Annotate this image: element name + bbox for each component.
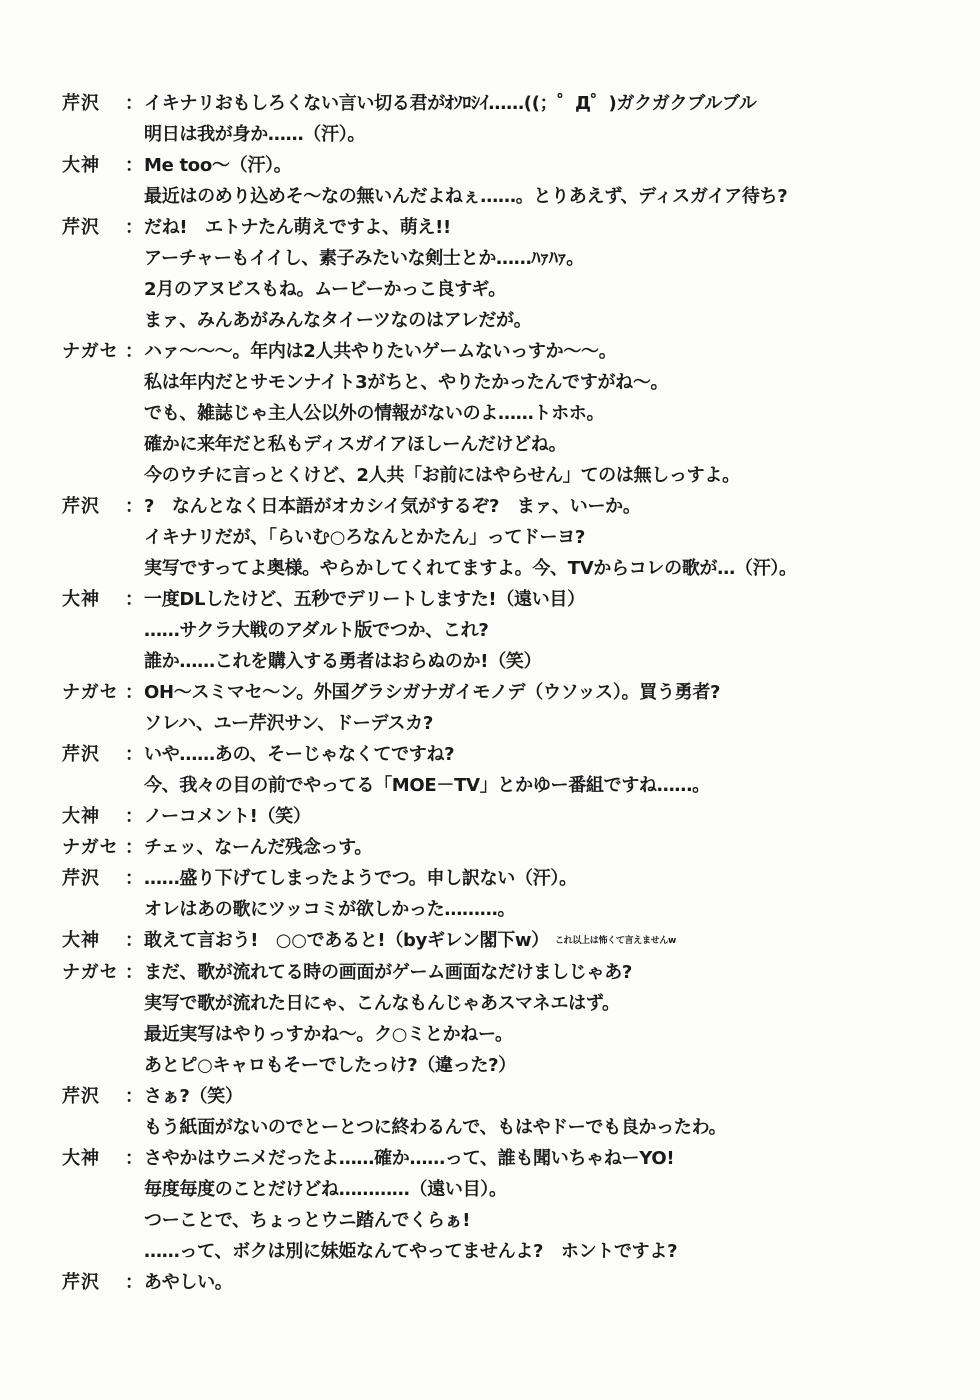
dialogue-lines [144, 1143, 942, 1267]
speaker-separator: ： [125, 217, 143, 238]
speaker-name: 大神 [62, 930, 100, 951]
speaker-name: 大神 [62, 589, 100, 610]
dialogue-line-text: ? なんとなく日本語がオカシイ気がするぞ? まァ、いーか。 [144, 496, 641, 517]
dialogue-turn [62, 739, 942, 801]
dialogue-lines [144, 150, 942, 212]
dialogue-line [144, 1267, 942, 1298]
speaker-separator: ： [125, 806, 143, 827]
dialogue-lines [144, 88, 942, 150]
dialogue-line [144, 957, 942, 988]
dialogue-line [144, 801, 942, 832]
dialogue-line [144, 522, 942, 553]
dialogue-line [144, 553, 942, 584]
dialogue-line-text: 敢えて言おう! ○○であると!（byギレン閣下w） [144, 930, 549, 951]
dialogue-line [144, 491, 942, 522]
dialogue-turn [62, 925, 942, 957]
dialogue-turn [62, 1081, 942, 1143]
dialogue-turn [62, 584, 942, 677]
dialogue-turn [62, 1143, 942, 1267]
dialogue-lines [144, 1081, 942, 1143]
dialogue-line-text: 確かに来年だと私もディスガイアほしーんだけどね。 [144, 434, 567, 455]
dialogue-line [144, 925, 942, 957]
dialogue-line [144, 1205, 942, 1236]
dialogue-line [144, 863, 942, 894]
dialogue-lines [144, 336, 942, 491]
dialogue-turn [62, 832, 942, 863]
dialogue-line-text: ノーコメント!（笑） [144, 806, 311, 827]
dialogue-line-text: 毎度毎度のことだけどね…………（遠い目）。 [144, 1178, 507, 1200]
speaker-name: 大神 [62, 1147, 100, 1169]
dialogue-line [144, 708, 942, 739]
speaker-separator: ： [125, 93, 143, 114]
dialogue-line [144, 615, 942, 646]
dialogue-line-text: つーことで、ちょっとウニ踏んでくらぁ! [144, 1209, 471, 1231]
dialogue-line [144, 1019, 942, 1050]
dialogue-line-text: 実写で歌が流れた日にゃ、こんなもんじゃあスマネエはず。 [144, 992, 620, 1014]
dialogue-line-text: チェッ、なーんだ残念っす。 [144, 837, 373, 858]
dialogue-line [144, 1174, 942, 1205]
dialogue-line [144, 398, 942, 429]
dialogue-line [144, 894, 942, 925]
dialogue-turn [62, 677, 942, 739]
dialogue-line [144, 646, 942, 677]
dialogue-line [144, 212, 942, 243]
dialogue-line [144, 770, 942, 801]
dialogue-turn [62, 150, 942, 212]
speaker-name: 大神 [62, 155, 100, 176]
dialogue-lines [144, 491, 942, 584]
speaker-name: ナガセ [62, 837, 119, 858]
dialogue-line [144, 1081, 942, 1112]
dialogue-line-text: いや……あの、そーじゃなくてですね? [144, 744, 455, 765]
dialogue-line-text: イキナリだが、「らいむ○ろなんとかたん」ってドーヨ? [144, 527, 585, 548]
speaker-separator: ： [125, 1147, 143, 1169]
dialogue-turn [62, 212, 942, 336]
speaker-name: 芹沢 [62, 744, 100, 765]
dialogue-line [144, 119, 942, 150]
dialogue-line-text: ソレハ、ユー芹沢サン、ドーデスカ? [144, 713, 434, 734]
dialogue-lines [144, 739, 942, 801]
dialogue-line [144, 336, 942, 367]
speaker-name: 芹沢 [62, 217, 100, 238]
speaker-separator: ： [125, 1271, 143, 1293]
speaker-separator: ： [125, 868, 143, 889]
speaker-separator: ： [125, 496, 143, 517]
speaker-name: ナガセ [62, 961, 119, 983]
dialogue-line-text: オレはあの歌にツッコミが欲しかった………。 [144, 899, 516, 920]
dialogue-line-text: もう紙面がないのでとーとつに終わるんで、もはやドーでも良かったわ。 [144, 1116, 727, 1138]
dialogue-line-text: 一度DLしたけど、五秒でデリートしますた!（遠い目） [144, 589, 585, 610]
dialogue-line-text: だね! エトナたん萌えですよ、萌え!! [144, 217, 451, 238]
speaker-name: 大神 [62, 806, 100, 827]
dialogue-line-text: 実写ですってよ奥様。やらかしてくれてますよ。今、TVからコレの歌が…（汗）。 [144, 558, 797, 579]
speaker-separator: ： [125, 341, 143, 362]
dialogue-line [144, 367, 942, 398]
dialogue-line-text: あとピ○キャロもそーでしたっけ?（違った?） [144, 1054, 516, 1076]
dialogue-line [144, 150, 942, 181]
dialogue-turn [62, 1267, 942, 1298]
dialogue-line-text: イキナリおもしろくない言い切る君がｵｿﾛｼｲ……((；゜Д゜)ガクガクブルブル [144, 93, 757, 114]
dialogue-lines [144, 832, 942, 863]
dialogue-line [144, 429, 942, 460]
dialogue-line [144, 988, 942, 1019]
speaker-name: 芹沢 [62, 496, 100, 517]
dialogue-line-text: ……サクラ大戦のアダルト版でつか、これ? [144, 620, 489, 641]
dialogue-turn [62, 801, 942, 832]
dialogue-line [144, 1050, 942, 1081]
dialogue-line [144, 305, 942, 336]
dialogue-line-text: 明日は我が身か……（汗）。 [144, 124, 366, 145]
speaker-name: ナガセ [62, 341, 119, 362]
dialogue-lines [144, 584, 942, 677]
dialogue-lines [144, 1267, 942, 1298]
dialogue-turn [62, 336, 942, 491]
speaker-separator: ： [125, 1085, 143, 1107]
dialogue-line-text: ……って、ボクは別に妹姫なんてやってませんよ? ホントですよ? [144, 1240, 678, 1262]
dialogue-line-text: 最近はのめり込めそ～なの無いんだよねぇ……。とりあえず、ディスガイア待ち? [144, 186, 788, 207]
speaker-separator: ： [125, 589, 143, 610]
dialogue-line-text: あやしい。 [144, 1271, 233, 1293]
dialogue-line-text: ……盛り下げてしまったようでつ。申し訳ない（汗）。 [144, 868, 577, 889]
speaker-separator: ： [125, 837, 143, 858]
dialogue-line-text: でも、雑誌じゃ主人公以外の情報がないのよ……トホホ。 [144, 403, 605, 424]
speaker-separator: ： [125, 744, 143, 765]
dialogue-line [144, 584, 942, 615]
dialogue-line-text: 誰か……これを購入する勇者はおらぬのか!（笑） [144, 651, 542, 672]
dialogue-line-text: 今のウチに言っとくけど、2人共「お前にはやらせん」てのは無しっすよ。 [144, 465, 740, 486]
dialogue-turn [62, 491, 942, 584]
dialogue-line [144, 677, 942, 708]
dialogue-line-text: さぁ?（笑） [144, 1085, 243, 1107]
dialogue-line-text: 私は年内だとサモンナイト3がちと、やりたかったんですがね～。 [144, 372, 669, 393]
dialogue-line [144, 832, 942, 863]
dialogue-lines [144, 677, 942, 739]
dialogue-line [144, 1143, 942, 1174]
speaker-name: 芹沢 [62, 1271, 100, 1293]
dialogue-transcript [62, 88, 942, 1298]
speaker-name: ナガセ [62, 682, 119, 703]
speaker-name: 芹沢 [62, 1085, 100, 1107]
speaker-separator: ： [125, 155, 143, 176]
small-aside-note: これ以上は怖くて言えませんw [554, 935, 677, 946]
speaker-separator: ： [125, 930, 143, 951]
dialogue-lines [144, 863, 942, 925]
speaker-name: 芹沢 [62, 93, 100, 114]
dialogue-turn [62, 957, 942, 1081]
dialogue-lines [144, 957, 942, 1081]
dialogue-line-text: まァ、みんあがみんなタイーツなのはアレだが。 [144, 310, 532, 331]
dialogue-line [144, 274, 942, 305]
dialogue-line [144, 1112, 942, 1143]
dialogue-line-text: OH～スミマセ～ン。外国グラシガナガイモノデ（ウソッス）。買う勇者? [144, 682, 721, 703]
dialogue-line-text: 2月のアヌビスもね。ムービーかっこ良すギ。 [144, 279, 506, 300]
dialogue-line-text: ハァ～～～。年内は2人共やりたいゲームないっすか～～。 [144, 341, 617, 362]
dialogue-line-text: Me too～（汗）。 [144, 155, 292, 176]
dialogue-line [144, 739, 942, 770]
dialogue-line [144, 88, 942, 119]
dialogue-lines [144, 212, 942, 336]
speaker-separator: ： [125, 682, 143, 703]
dialogue-line [144, 1236, 942, 1267]
dialogue-line [144, 243, 942, 274]
dialogue-line-text: 最近実写はやりっすかね～。ク○ミとかねー。 [144, 1023, 513, 1045]
dialogue-line-text: アーチャーもイイし、素子みたいな剣士とか……ﾊｧﾊｧ。 [144, 248, 584, 269]
dialogue-line [144, 181, 942, 212]
dialogue-turn [62, 88, 942, 150]
dialogue-lines [144, 801, 942, 832]
dialogue-line-text: まだ、歌が流れてる時の画面がゲーム画面なだけましじゃあ? [144, 961, 633, 983]
dialogue-lines [144, 925, 942, 957]
dialogue-turn [62, 863, 942, 925]
dialogue-line-text: 今、我々の目の前でやってる「MOE－TV」とかゆー番組ですね……。 [144, 775, 710, 796]
dialogue-line [144, 460, 942, 491]
dialogue-line-text: さやかはウニメだったよ……確か……って、誰も聞いちゃねーYO! [144, 1147, 675, 1169]
speaker-separator: ： [125, 961, 143, 983]
speaker-name: 芹沢 [62, 868, 100, 889]
